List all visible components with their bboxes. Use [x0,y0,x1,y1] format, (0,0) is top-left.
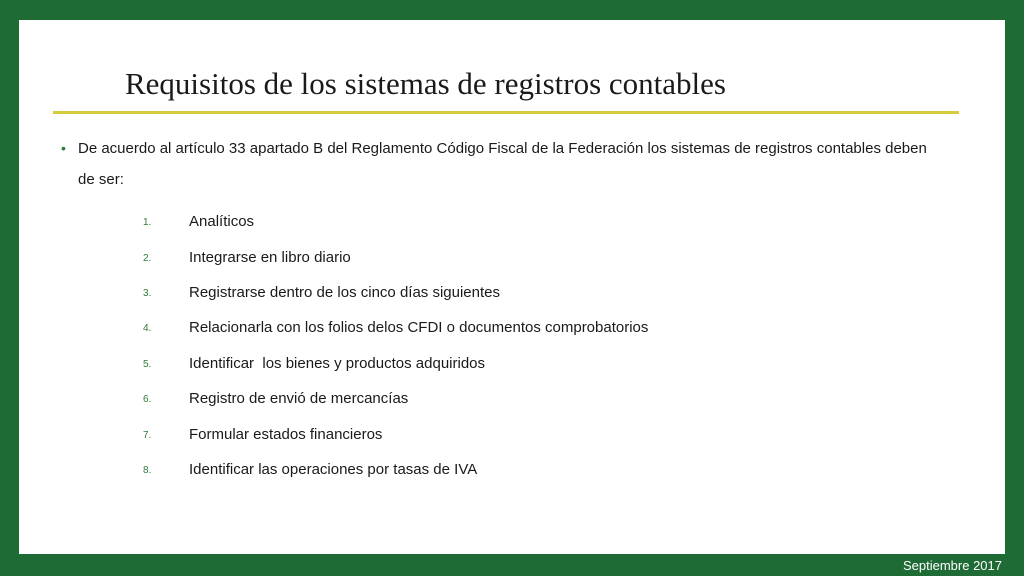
list-item [129,239,648,274]
list-item-text: Analíticos [189,213,255,231]
list-item [129,346,648,381]
list-item-text: Identificar los bienes y productos adquiridos [189,354,486,372]
list-item-number: 5. [143,358,152,370]
list-item-number: 3. [143,287,152,299]
list-item-number: 2. [143,252,152,264]
list-item-text: Registro de envió de mercancías [189,390,409,408]
list-item-text: Formular estados financieros [189,425,383,443]
intro-text: De acuerdo al artículo 33 apartado B del Reglamento Código Fiscal de la Federación los sistemas de registros contables deben de ser: [78,140,927,188]
list-item [129,381,648,416]
list-item-number: 8. [143,464,152,476]
list-item-number: 7. [143,429,152,441]
list-item [129,275,648,310]
title-underline [53,111,959,114]
list-item-text: Registrarse dentro de los cinco días siguientes [189,283,501,301]
list-item-text: Identificar las operaciones por tasas de IVA [189,460,478,478]
list-item-number: 6. [143,394,152,406]
list-item [129,452,648,487]
slide-canvas [19,20,1005,554]
bullet-icon: • [61,140,66,156]
list-item-text: Integrarse en libro diario [189,248,351,266]
list-item [129,310,648,345]
list-item-number: 4. [143,323,152,335]
intro-bullet [61,133,941,195]
list-item-number: 1. [143,217,152,229]
list-item-text: Relacionarla con los folios delos CFDI o documentos comprobatorios [189,319,649,337]
footer-date: Septiembre 2017 [902,558,1002,573]
slide-title: Requisitos de los sistemas de registros contables [125,66,726,101]
requirements-list [129,204,648,487]
list-item [129,204,648,239]
list-item [129,416,648,451]
